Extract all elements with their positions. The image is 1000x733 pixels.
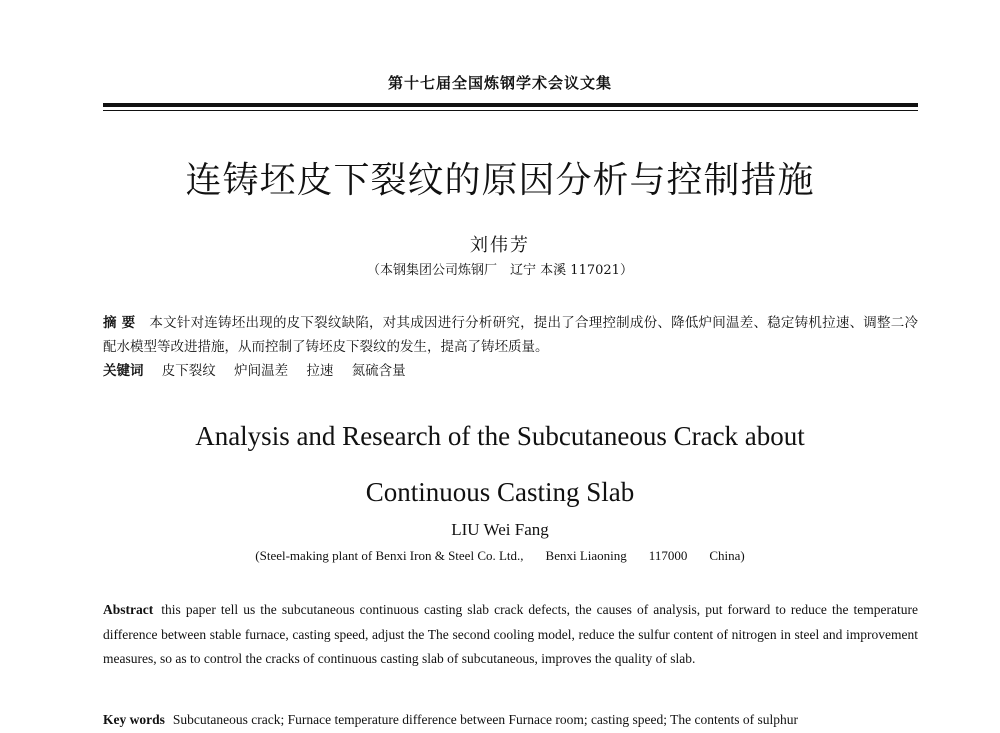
abstract-cn: [103, 311, 918, 359]
affiliation-en: [0, 548, 1000, 564]
header-rule-thick: [103, 103, 918, 107]
keyword-cn: 拉速: [306, 363, 334, 379]
keywords-cn-label: 关键词: [103, 363, 144, 379]
keywords-en: [103, 708, 918, 732]
title-en-line1: Analysis and Research of the Subcutaneous Crack about: [195, 421, 805, 451]
title-en: [0, 408, 1000, 520]
abstract-cn-label: 摘 要: [103, 315, 136, 331]
abstract-cn-text: 本文针对连铸坯出现的皮下裂纹缺陷，对其成因进行分析研究，提出了合理控制成份、降低炉间温差、稳定铸机拉速、调整二冷配水模型等改进措施，从而控制了铸坯皮下裂纹的发生，提高了铸坯质量。: [103, 315, 918, 355]
title-en-line2: Continuous Casting Slab: [365, 477, 635, 507]
abstract-en-label: Abstract: [103, 602, 154, 617]
title-cn: 连铸坯皮下裂纹的原因分析与控制措施: [185, 160, 815, 201]
keywords-cn: [103, 359, 918, 383]
header-rule-thin: [103, 110, 918, 111]
running-header: 第十七届全国炼钢学术会议文集: [387, 74, 612, 92]
affiliation-en-org: (Steel-making plant of Benxi Iron & Steel Co. Ltd.,: [255, 548, 524, 563]
keywords-en-text: Subcutaneous crack; Furnace temperature difference between Furnace room; casting speed; The contents of sulphur: [172, 712, 799, 727]
author-en: LIU Wei Fang: [451, 520, 549, 539]
affiliation-en-country: China): [709, 548, 745, 563]
keyword-cn: 氮硫含量: [351, 363, 406, 379]
author-cn: 刘伟芳: [470, 235, 530, 256]
affiliation-cn: （本钢集团公司炼钢厂 辽宁 本溪 117021）: [367, 263, 633, 278]
keyword-cn: 皮下裂纹: [161, 363, 216, 379]
affiliation-en-zip: 117000: [648, 548, 688, 563]
abstract-en-text: this paper tell us the subcutaneous continuous casting slab crack defects, the causes of analysis, put forward to reduce the temperature difference between stable furnace, casting speed, adjust the The second cooling model, reduce the sulfur content of nitrogen in steel and improvement measures, so as to control the cracks of continuous casting slab of subcutaneous, improves the quality of slab.: [103, 602, 918, 666]
affiliation-en-city: Benxi Liaoning: [545, 548, 627, 563]
keywords-en-label: Key words: [103, 712, 165, 727]
keyword-cn: 炉间温差: [234, 363, 289, 379]
abstract-en: [103, 598, 918, 672]
